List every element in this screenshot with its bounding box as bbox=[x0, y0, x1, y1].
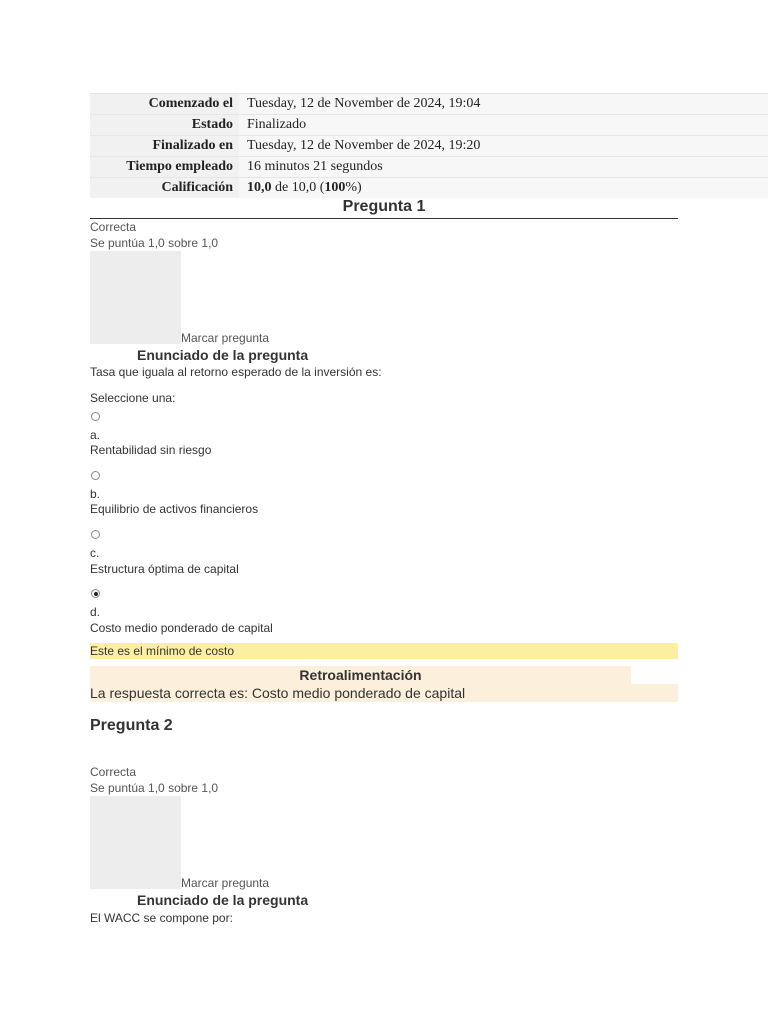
option-c-radio[interactable] bbox=[91, 530, 100, 539]
question-2-flag-label[interactable]: Marcar pregunta bbox=[181, 876, 270, 890]
grade-value bbox=[239, 178, 768, 199]
question-1-statement: Tasa que iguala al retorno esperado de la inversión es: bbox=[90, 365, 382, 379]
time-value: 16 minutos 21 segundos bbox=[239, 157, 768, 178]
started-value: Tuesday, 12 de November de 2024, 19:04 bbox=[239, 94, 768, 115]
state-label: Estado bbox=[90, 115, 239, 136]
summary-row-finished bbox=[90, 136, 768, 157]
started-label: Comenzado el bbox=[90, 94, 239, 115]
question-1-score: Se puntúa 1,0 sobre 1,0 bbox=[90, 236, 219, 250]
summary-row-time bbox=[90, 157, 768, 178]
finished-value: Tuesday, 12 de November de 2024, 19:20 bbox=[239, 136, 768, 157]
question-2-status: Correcta bbox=[90, 765, 137, 779]
summary-row-state bbox=[90, 115, 768, 136]
grade-end: %) bbox=[345, 180, 362, 195]
option-b-text[interactable]: Equilibrio de activos financieros bbox=[90, 502, 259, 516]
option-a-letter: a. bbox=[90, 428, 101, 442]
option-c-letter: c. bbox=[90, 546, 100, 560]
option-d-radio[interactable] bbox=[91, 589, 100, 598]
option-d-text[interactable]: Costo medio ponderado de capital bbox=[90, 621, 273, 635]
question-1-statement-heading: Enunciado de la pregunta bbox=[137, 347, 309, 363]
state-value: Finalizado bbox=[239, 115, 768, 136]
question-1-flag-label[interactable]: Marcar pregunta bbox=[181, 331, 270, 345]
option-b-letter: b. bbox=[90, 487, 101, 501]
question-2-statement: El WACC se compone por: bbox=[90, 911, 233, 925]
question-1-select-prompt: Seleccione una: bbox=[90, 391, 176, 405]
grade-score: 10,0 bbox=[247, 180, 272, 195]
grade-label: Calificación bbox=[90, 178, 239, 199]
question-1-flag-image[interactable] bbox=[90, 251, 181, 344]
grade-middle: de 10,0 ( bbox=[271, 180, 325, 195]
grade-percent: 100 bbox=[324, 180, 346, 195]
question-2-flag-image[interactable] bbox=[90, 796, 181, 889]
question-2-statement-heading: Enunciado de la pregunta bbox=[137, 892, 309, 908]
attempt-summary-table bbox=[90, 93, 768, 198]
finished-label: Finalizado en bbox=[90, 136, 239, 157]
question-1-title: Pregunta 1 bbox=[90, 198, 678, 219]
option-a-text[interactable]: Rentabilidad sin riesgo bbox=[90, 443, 212, 457]
question-1-status: Correcta bbox=[90, 220, 137, 234]
specific-feedback: Este es el mínimo de costo bbox=[90, 643, 678, 659]
question-2-score: Se puntúa 1,0 sobre 1,0 bbox=[90, 781, 219, 795]
option-d-letter: d. bbox=[90, 605, 101, 619]
time-label: Tiempo empleado bbox=[90, 157, 239, 178]
option-c-text[interactable]: Estructura óptima de capital bbox=[90, 562, 239, 576]
question-2-title: Pregunta 2 bbox=[90, 717, 173, 734]
summary-row-grade bbox=[90, 178, 768, 199]
option-a-radio[interactable] bbox=[91, 412, 100, 421]
feedback-heading: Retroalimentación bbox=[90, 666, 631, 684]
summary-row-started bbox=[90, 94, 768, 115]
option-b-radio[interactable] bbox=[91, 471, 100, 480]
correct-answer-text: La respuesta correcta es: Costo medio ponderado de capital bbox=[90, 684, 678, 702]
